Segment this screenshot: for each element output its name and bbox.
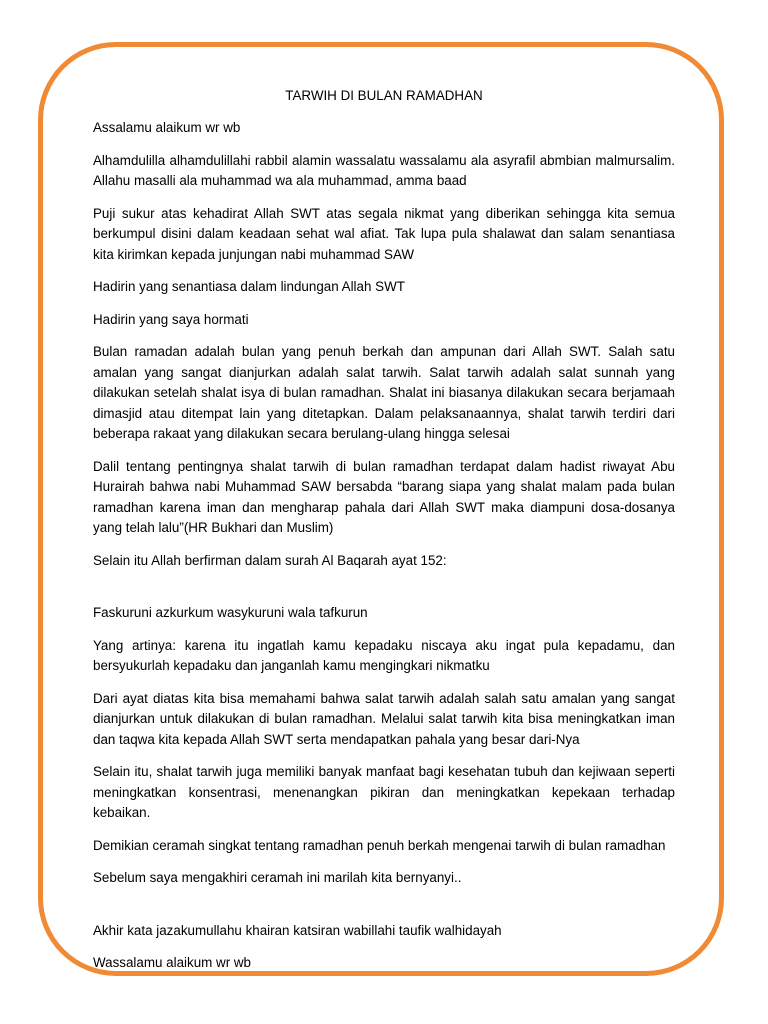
paragraph-hadith: Dalil tentang pentingnya shalat tarwih di bulan ramadhan terdapat dalam hadist riwayat Abu Hurairah bahwa nabi Muhammad SAW bersabda “barang siapa yang shalat malam pada bulan ramadhan karena iman dan mengharap pahala dari Allah SWT maka diampuni dosa-dosanya yang telah lalu”(HR Bukhari dan Muslim)	[93, 458, 675, 535]
paragraph-ramadan-tarwih: Bulan ramadan adalah bulan yang penuh berkah dan ampunan dari Allah SWT. Salah satu amalan yang sangat dianjurkan adalah salat tarwih. Salat tarwih adalah salat sunnah yang dilakukan setelah shalat isya di bulan ramadhan. Shalat ini biasanya dilakukan secara berjamaah dimasjid atau ditempat lain yang ditetapkan. Dalam pelaksanaannya, shalat tarwih terdiri dari beberapa rakaat yang dilakukan secara berulang-ulang hingga selesai	[93, 344, 675, 441]
paragraph-benefits: Selain itu, shalat tarwih juga memiliki banyak manfaat bagi kesehatan tubuh dan kejiwaan seperti meningkatkan konsentrasi, menenangkan pikiran dan meningkatkan kepekaan terhadap kebaikan.	[93, 764, 675, 820]
greeting-opening: Assalamu alaikum wr wb	[93, 120, 241, 135]
paragraph-audience-address-2: Hadirin yang saya hormati	[93, 311, 249, 327]
paragraph-closing-invitation: Sebelum saya mengakhiri ceramah ini marilah kita bernyanyi..	[93, 870, 462, 885]
paragraph-conclusion: Demikian ceramah singkat tentang ramadhan penuh berkah mengenai tarwih di bulan ramadhan	[93, 837, 666, 853]
greeting-closing: Wassalamu alaikum wr wb	[93, 955, 251, 970]
paragraph-understanding: Dari ayat diatas kita bisa memahami bahwa salat tarwih adalah salah satu amalan yang sangat dianjurkan untuk dilakukan di bulan ramadhan. Melalui salat tarwih kita bisa meningkatkan iman dan taqwa kita kepada Allah SWT serta mendapatkan pahala yang besar dari-Nya	[93, 690, 675, 747]
paragraph-quran-reference: Selain itu Allah berfirman dalam surah Al Baqarah ayat 152:	[93, 552, 447, 568]
paragraph-gratitude: Puji sukur atas kehadirat Allah SWT atas segala nikmat yang diberikan sehingga kita semua berkumpul disini dalam keadaan sehat wal afiat. Tak lupa pula shalawat dan salam senantiasa kita kirimkan kepada junjungan nabi muhammad SAW	[93, 205, 675, 262]
paragraph-audience-address-1: Hadirin yang senantiasa dalam lindungan Allah SWT	[93, 279, 405, 294]
paragraph-farewell: Akhir kata jazakumullahu khairan katsiran wabillahi taufik walhidayah	[93, 922, 502, 938]
paragraph-praise: Alhamdulilla alhamdulillahi rabbil alamin wassalatu wassalamu ala asyrafil abmbian malmursalim. Allahu masalli ala muhammad wa ala muhammad, amma baad	[93, 152, 675, 188]
document-title: TARWIH DI BULAN RAMADHAN	[285, 88, 483, 103]
document-body	[93, 86, 675, 986]
paragraph-verse: Faskuruni azkurkum wasykuruni wala tafkurun	[93, 605, 368, 620]
paragraph-verse-meaning: Yang artinya: karena itu ingatlah kamu kepadaku niscaya aku ingat pula kepadamu, dan bersyukurlah kepadaku dan janganlah kamu mengingkari nikmatku	[93, 637, 675, 673]
